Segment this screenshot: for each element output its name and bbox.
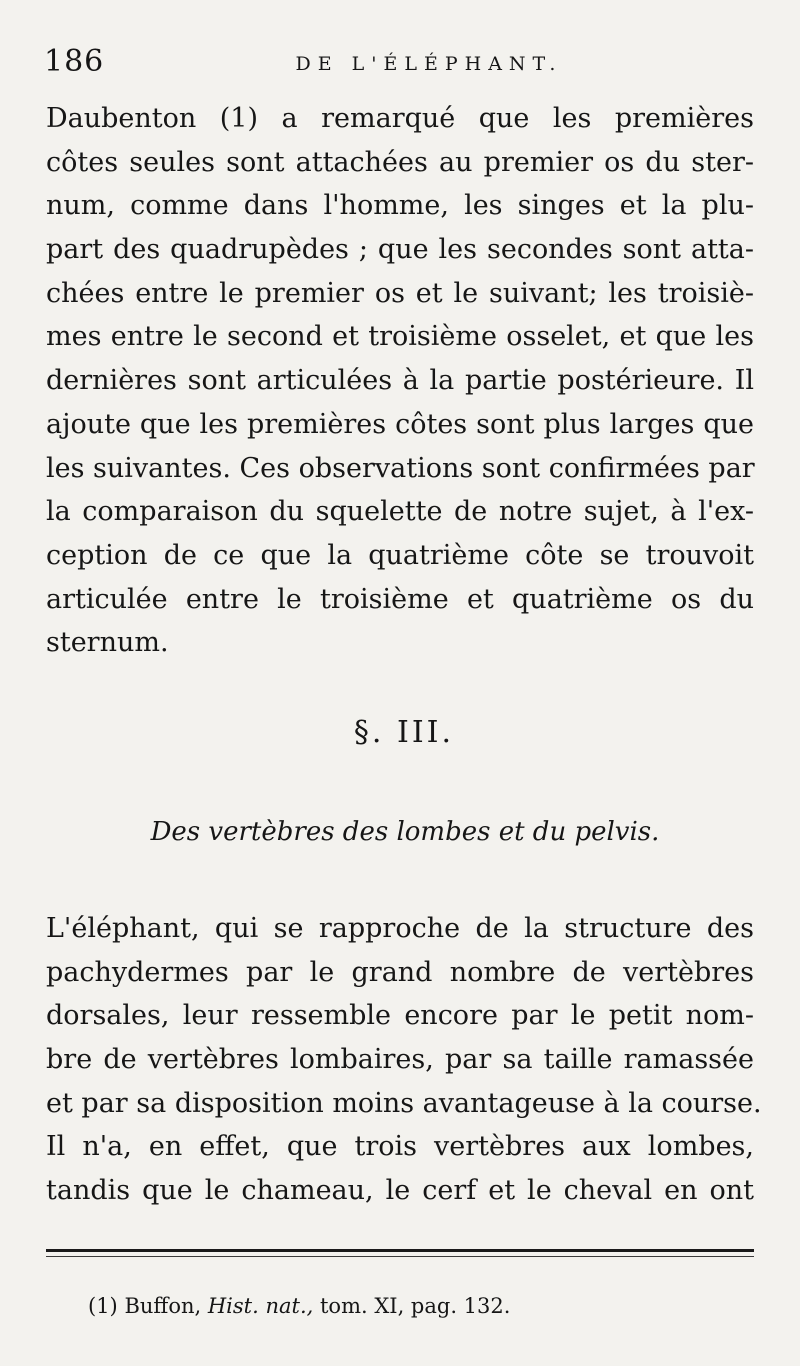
text-line: ajoute que les premières côtes sont plus larges que xyxy=(46,408,754,440)
section-number: §. III. xyxy=(353,715,455,750)
text-line: part des quadrupèdes ; que les secondes sont atta- xyxy=(46,234,754,266)
text-line: dorsales, leur ressemble encore par le petit nom- xyxy=(46,1000,754,1032)
text-line: la comparaison du squelette de notre sujet, à l'ex- xyxy=(46,496,754,528)
text-line: côtes seules sont attachées au premier os du ster- xyxy=(46,146,754,178)
text-line: ception de ce que la quatrième côte se trouvoit xyxy=(46,539,754,571)
running-head: DE L'ÉLÉPHANT. xyxy=(295,53,563,75)
footnote xyxy=(88,1290,510,1322)
footnote-rule-thin xyxy=(46,1256,754,1257)
text-line: sternum. xyxy=(46,627,169,659)
text-line: num, comme dans l'homme, les singes et la plu- xyxy=(46,190,754,222)
text-line: les suivantes. Ces observations sont confirmées par xyxy=(46,452,755,484)
text-line: L'éléphant, qui se rapproche de la structure des xyxy=(46,913,754,944)
footnote-marker: (1) xyxy=(88,1294,118,1318)
text-line: Il n'a, en effet, que trois vertèbres aux lombes, xyxy=(46,1131,754,1163)
text-line: articulée entre le troisième et quatrième os du xyxy=(46,583,754,615)
page-number: 186 xyxy=(44,44,105,79)
text-line: pachydermes par le grand nombre de vertèbres xyxy=(46,956,754,988)
text-line: et par sa disposition moins avantageuse à la course. xyxy=(46,1087,762,1119)
text-line: Daubenton (1) a remarqué que les premières xyxy=(46,103,754,134)
paragraph-2 xyxy=(46,907,762,1213)
text-line: dernières sont articulées à la partie postérieure. Il xyxy=(46,365,754,397)
footnote-reference: tom. XI, pag. 132. xyxy=(319,1294,511,1318)
text-line: chées entre le premier os et le suivant; les troisiè- xyxy=(46,277,754,309)
footnote-rule xyxy=(46,1249,754,1252)
footnote-author: Buffon, xyxy=(124,1294,202,1318)
text-line: mes entre le second et troisième osselet, et que les xyxy=(46,321,754,353)
text-line: bre de vertèbres lombaires, par sa taille ramassée xyxy=(46,1044,754,1076)
footnote-work: Hist. nat., xyxy=(207,1294,314,1318)
page-header xyxy=(44,42,754,82)
paragraph-1 xyxy=(46,97,754,665)
section-title: Des vertèbres des lombes et du pelvis. xyxy=(150,817,660,847)
text-line: tandis que le chameau, le cerf et le cheval en ont xyxy=(46,1175,754,1207)
